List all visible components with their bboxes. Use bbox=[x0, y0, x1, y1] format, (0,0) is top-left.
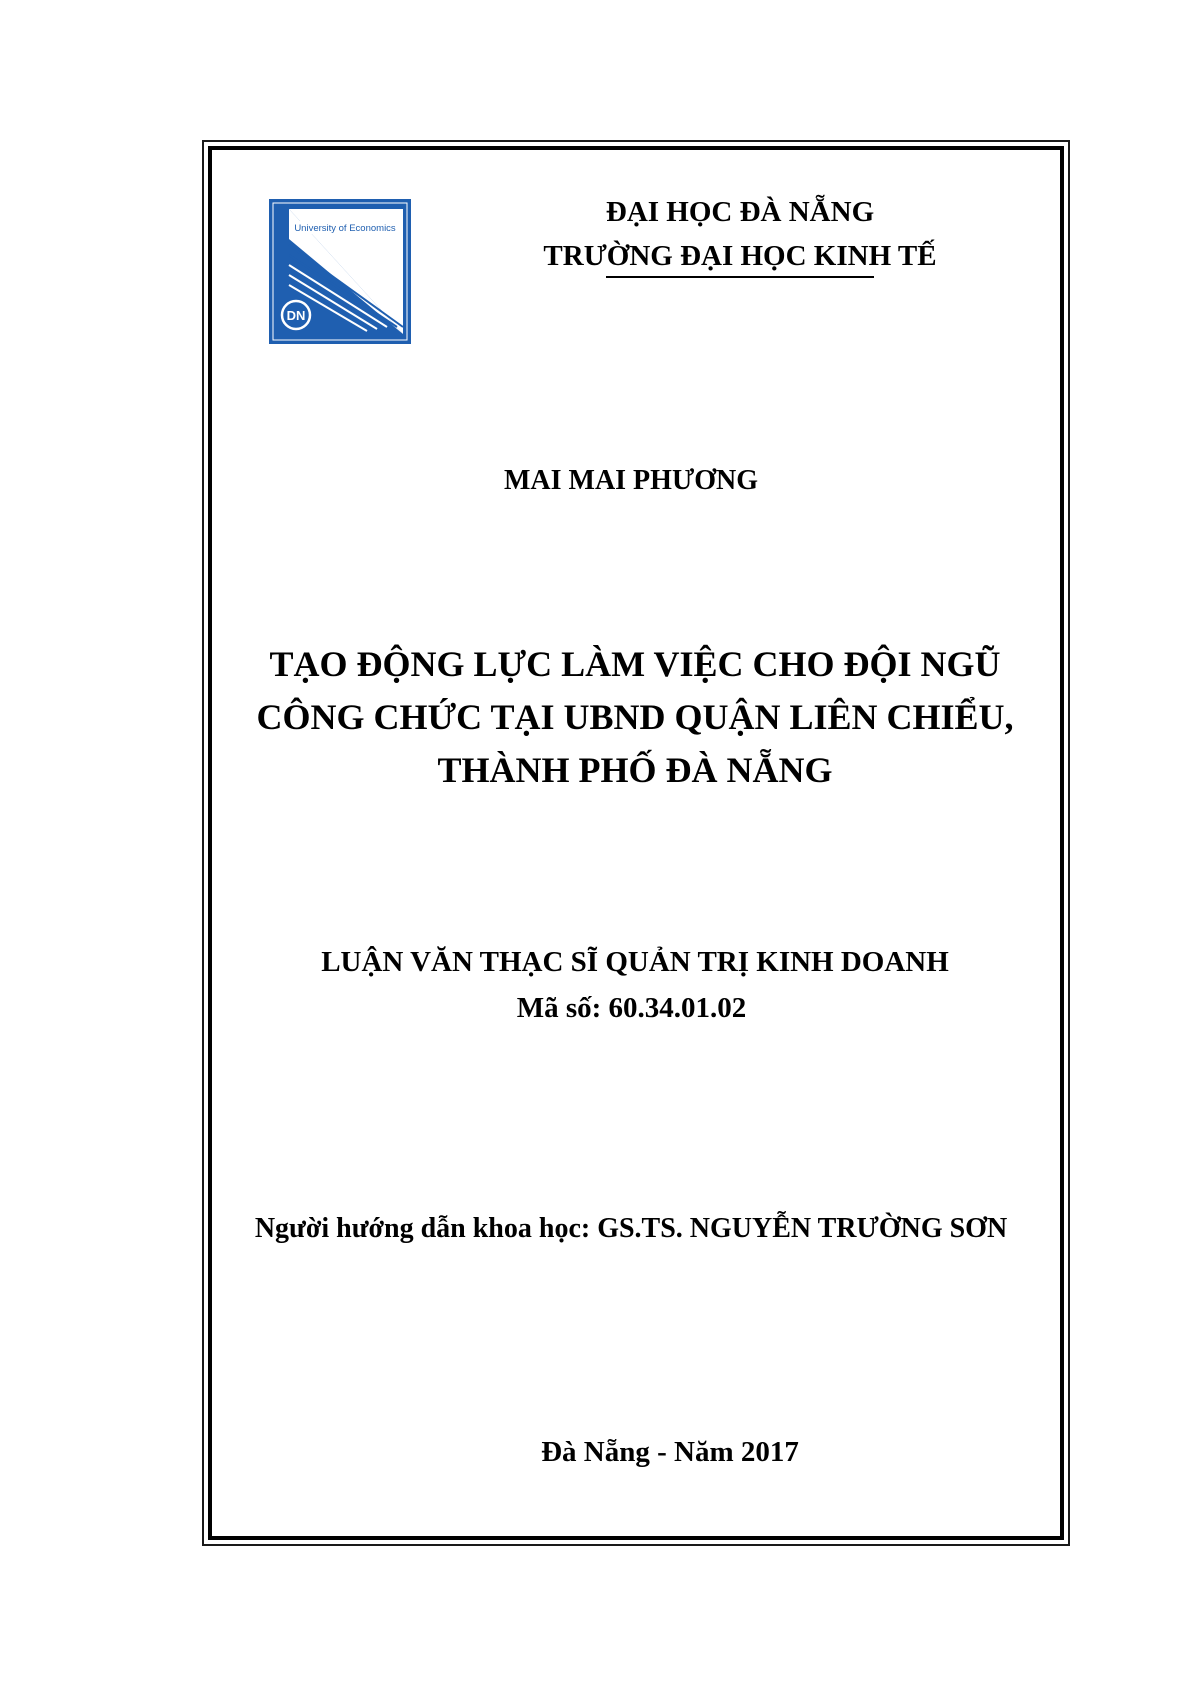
svg-text:DN: DN bbox=[286, 308, 306, 323]
thesis-title-line-1: TẠO ĐỘNG LỰC LÀM VIỆC CHO ĐỘI NGŨ bbox=[269, 644, 1001, 684]
author-name: MAI MAI PHƯƠNG bbox=[503, 465, 759, 496]
school-name: TRƯỜNG ĐẠI HỌC KINH TẾ bbox=[543, 240, 937, 272]
advisor: Người hướng dẫn khoa học: GS.TS. NGUYỄN TRƯỜNG SƠN bbox=[254, 1213, 1008, 1244]
degree-type: LUẬN VĂN THẠC SĨ QUẢN TRỊ KINH DOANH bbox=[321, 946, 949, 978]
university-logo bbox=[269, 199, 411, 344]
thesis-title-line-3: THÀNH PHỐ ĐÀ NẴNG bbox=[437, 750, 833, 790]
place-and-year: Đà Nẵng - Năm 2017 bbox=[541, 1436, 799, 1468]
program-code: Mã số: 60.34.01.02 bbox=[516, 992, 747, 1024]
header-underline bbox=[606, 276, 874, 278]
thesis-title-line-2: CÔNG CHỨC TẠI UBND QUẬN LIÊN CHIỂU, bbox=[256, 697, 1014, 737]
university-name: ĐẠI HỌC ĐÀ NẴNG bbox=[605, 196, 875, 228]
svg-text:University of Economics: University of Economics bbox=[294, 223, 396, 234]
inner-border bbox=[208, 146, 1064, 1540]
